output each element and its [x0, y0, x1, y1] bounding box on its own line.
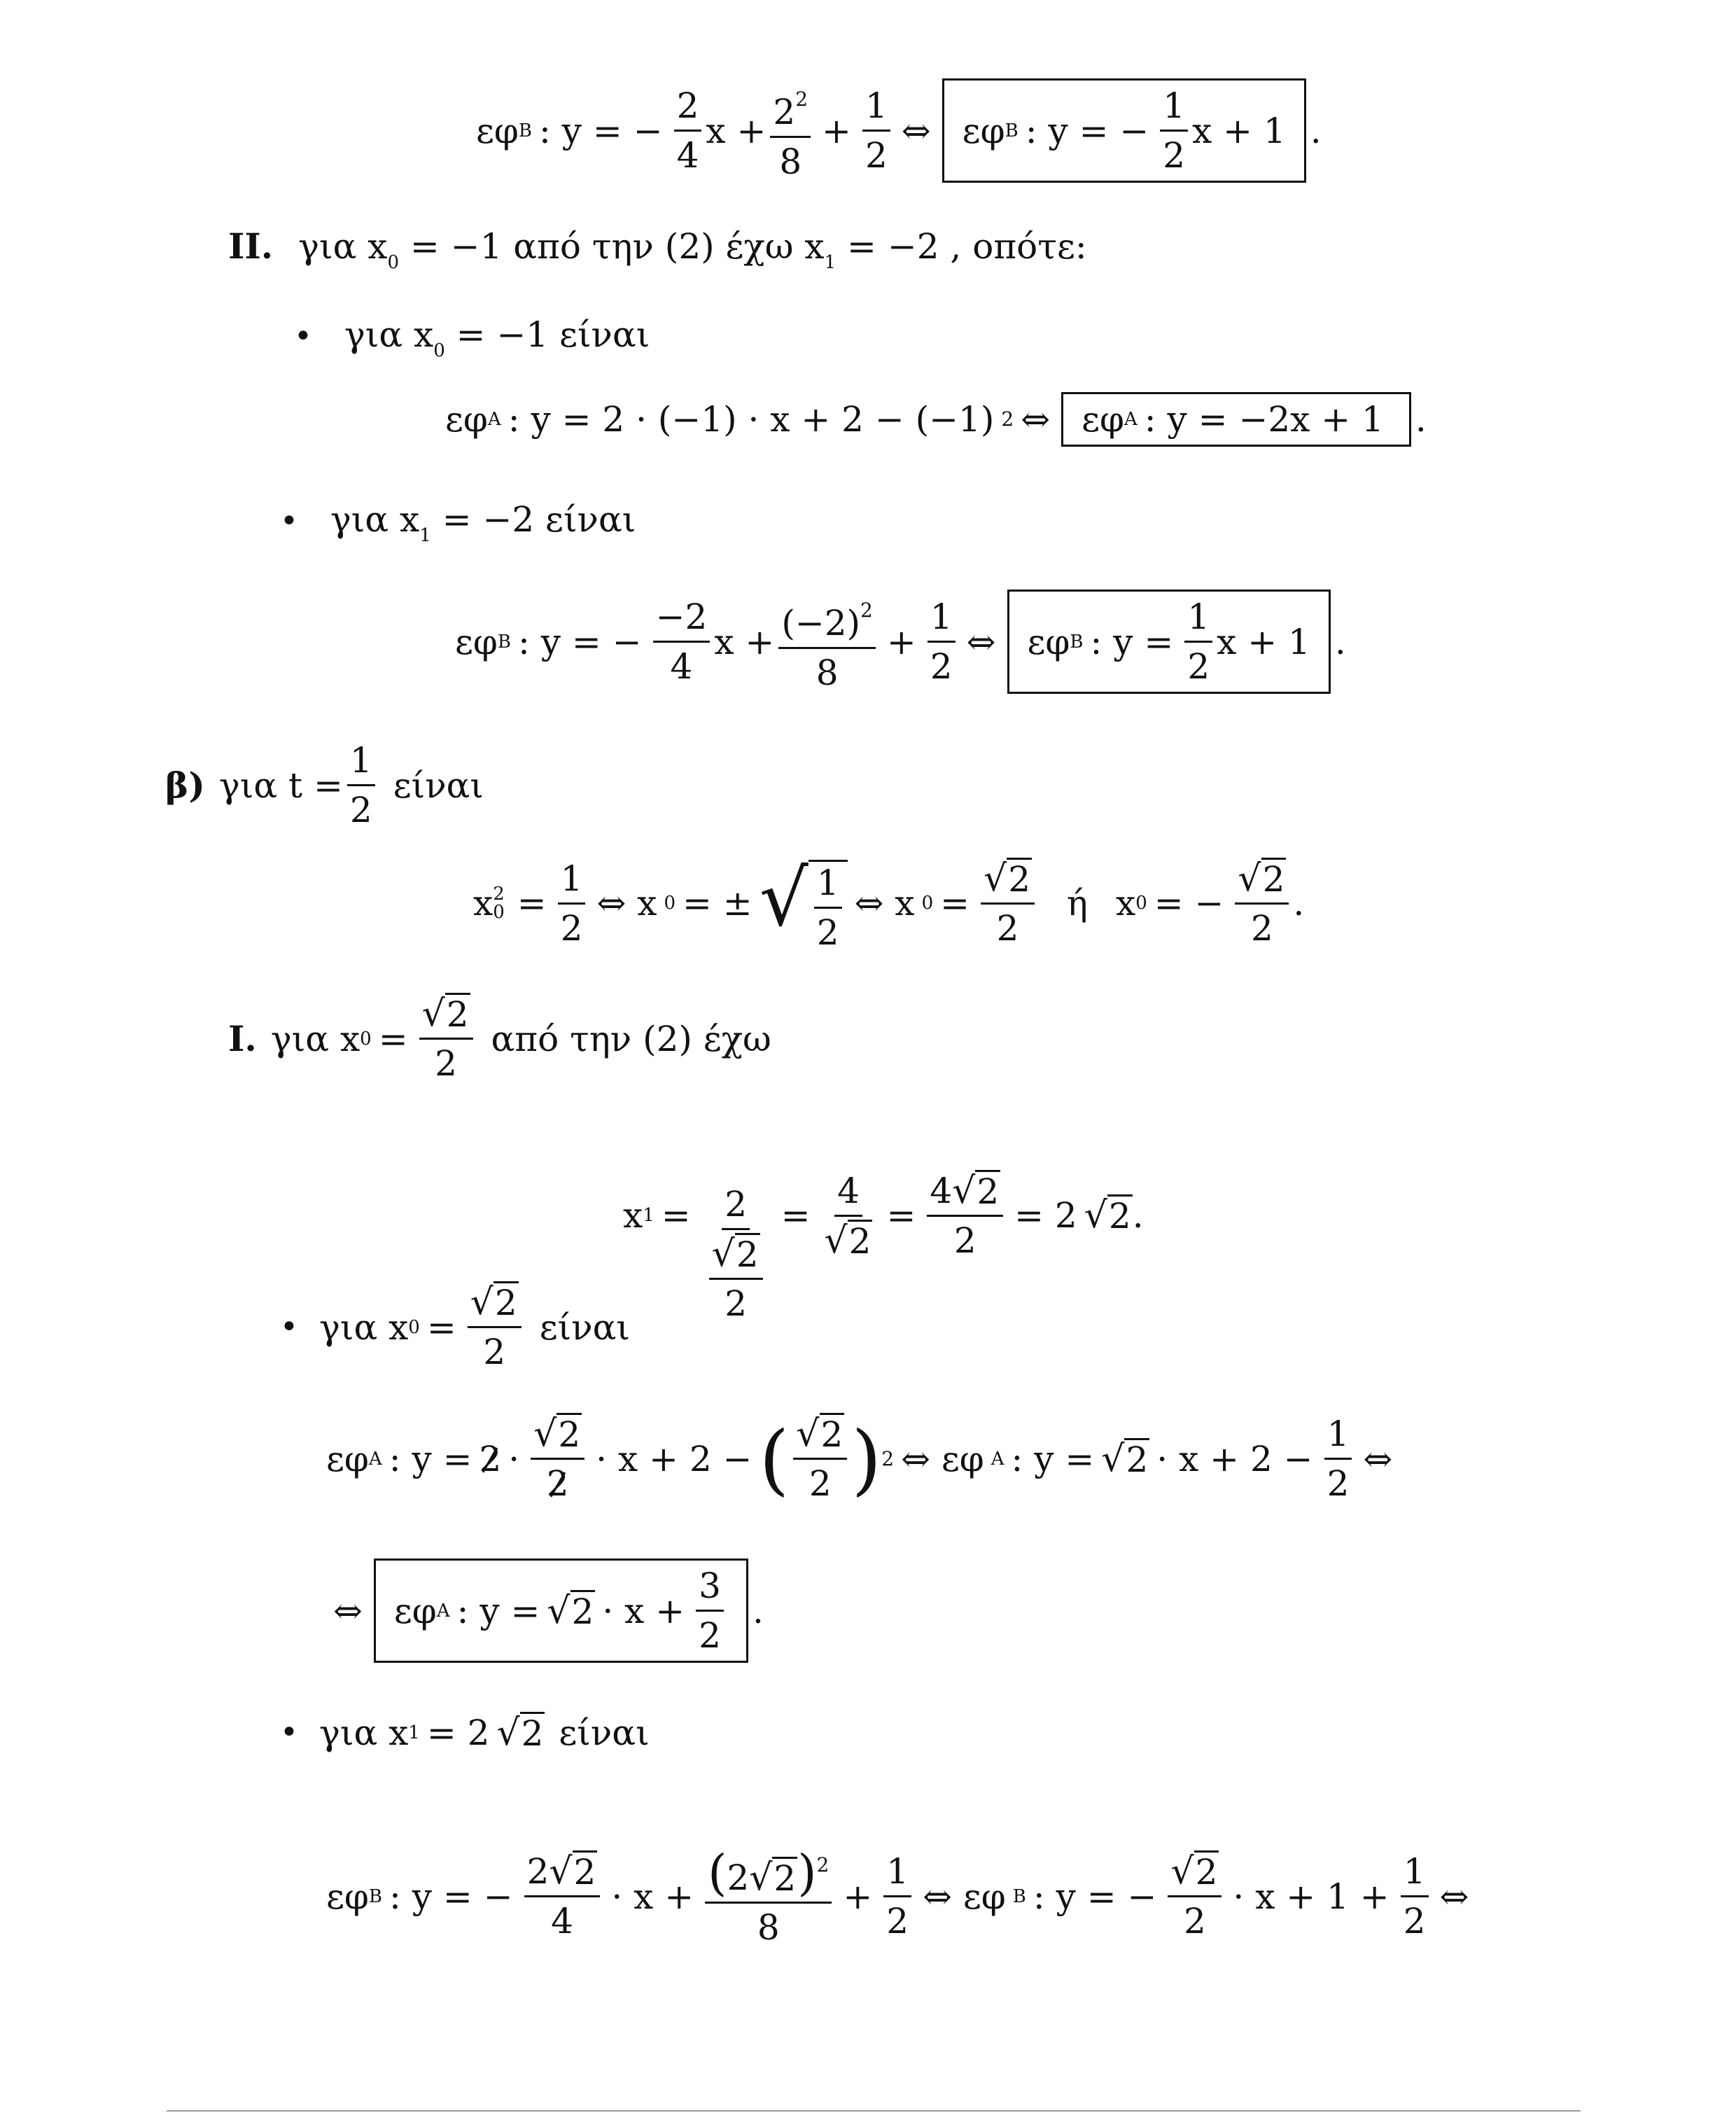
- subscript: A: [1124, 409, 1138, 430]
- text: =: [517, 883, 547, 923]
- text: : y =: [1090, 621, 1174, 662]
- radicand: 2: [1126, 1439, 1149, 1480]
- denominator: 2: [816, 912, 839, 953]
- text: 4: [930, 1170, 953, 1211]
- subscript: B: [1012, 1885, 1026, 1907]
- subscript: 0: [1135, 893, 1147, 914]
- subscript: 0: [387, 252, 399, 273]
- fraction: [770, 78, 811, 183]
- text: για x: [330, 499, 420, 540]
- superscript: 2: [1001, 407, 1014, 431]
- text: ⇔: [1439, 1876, 1469, 1917]
- text: ⇔ εφ: [901, 1438, 984, 1479]
- equation-tangent-B-line2: [455, 590, 1346, 694]
- text: .: [1334, 621, 1346, 662]
- denominator: [822, 1217, 876, 1262]
- boxed-result: [1007, 590, 1331, 694]
- subscript: B: [518, 120, 533, 141]
- cancelled-number: 2: [546, 1463, 569, 1504]
- equation-tangent-B-line4: [326, 1844, 1476, 1948]
- radical-sign: √: [983, 857, 1007, 900]
- text: · x + 2 −: [1156, 1438, 1313, 1479]
- subscript: A: [368, 1448, 382, 1470]
- numerator: [419, 993, 473, 1040]
- fraction: [778, 590, 876, 694]
- subscript: 0: [360, 1028, 372, 1049]
- fraction: [1168, 1850, 1222, 1942]
- square-root: [983, 858, 1032, 900]
- text: : y = −: [1025, 110, 1149, 151]
- numerator: 2: [722, 1183, 750, 1230]
- text: = −: [1154, 883, 1224, 923]
- right-paren: ): [851, 1414, 882, 1504]
- text: εφ: [455, 621, 498, 662]
- text: = −2 , οπότε:: [847, 226, 1087, 267]
- text: · x + 1 +: [1233, 1876, 1390, 1917]
- radical-sign: √: [1084, 1194, 1107, 1236]
- square-root: [749, 1857, 797, 1899]
- fraction: [862, 85, 890, 176]
- numerator: −2: [653, 596, 710, 643]
- radicand: 2: [976, 1171, 1000, 1212]
- radical-sign: √: [1238, 857, 1261, 900]
- denominator: 2: [1163, 135, 1186, 176]
- fraction: [814, 862, 842, 954]
- numerator: [531, 1413, 584, 1460]
- denominator: 2: [886, 1901, 909, 1941]
- subscript: A: [436, 1600, 450, 1622]
- text: x: [623, 1195, 643, 1236]
- footer-divider: [167, 2110, 1581, 2112]
- text: : y =: [388, 1438, 472, 1479]
- equation-tangent-A-line2: [445, 392, 1427, 447]
- bullet-x0-sqrt2-over-2: [280, 1281, 630, 1373]
- radical-sign: √: [549, 1850, 573, 1892]
- numerator: 1: [1401, 1850, 1429, 1897]
- superscript: 2: [816, 1853, 830, 1876]
- fraction: [696, 1565, 724, 1657]
- subscript: B: [1070, 631, 1084, 653]
- radical-sign: √: [749, 1857, 773, 1899]
- text: για t =: [218, 765, 343, 806]
- fraction: [347, 739, 375, 831]
- subscript: A: [990, 1448, 1004, 1470]
- fraction: [822, 1170, 876, 1262]
- section-label: β): [165, 764, 205, 806]
- text: x + 1: [1217, 621, 1310, 662]
- numerator: 1: [927, 596, 955, 643]
- denominator: 4: [670, 646, 693, 687]
- text: εφ: [1027, 621, 1070, 662]
- text: · x +: [602, 1590, 685, 1631]
- radicand: 2: [573, 1852, 596, 1892]
- radical-sign: √: [421, 993, 445, 1035]
- text: : y = −: [1032, 1876, 1157, 1917]
- text: για x: [344, 314, 434, 355]
- bullet-icon: •: [280, 503, 298, 539]
- fraction: [653, 596, 710, 688]
- fraction: [981, 858, 1035, 949]
- fraction: [558, 858, 586, 949]
- radical-sign: √: [496, 1712, 520, 1754]
- text: +: [843, 1876, 873, 1917]
- text: x +: [714, 621, 775, 662]
- subscript: 1: [643, 1205, 654, 1226]
- radicand: 2: [1195, 1852, 1218, 1892]
- radical-sign: √: [824, 1219, 848, 1262]
- section-II-heading: [228, 225, 1087, 284]
- text: είναι: [559, 1713, 650, 1753]
- denominator: 2: [724, 1283, 748, 1324]
- fraction: [702, 1183, 770, 1325]
- text: ⇔ x: [596, 883, 657, 923]
- numerator: [1168, 1850, 1222, 1897]
- text: ⇔ εφ: [923, 1876, 1006, 1917]
- square-root: [547, 1590, 595, 1632]
- denominator: 2: [1250, 907, 1273, 949]
- radicand: 2: [1008, 858, 1031, 900]
- text: =: [661, 1195, 691, 1236]
- text: = 2: [426, 1713, 490, 1753]
- denominator: 2: [864, 135, 888, 176]
- text: : y = −: [539, 110, 663, 151]
- base: (−2): [781, 603, 861, 643]
- radicand: 2: [521, 1713, 544, 1754]
- text: εφ: [326, 1438, 369, 1479]
- denominator: 2: [808, 1463, 832, 1504]
- text: για x: [318, 1713, 409, 1753]
- square-root: [1170, 1850, 1219, 1892]
- radicand: 2: [848, 1220, 872, 1262]
- text: .: [1132, 1195, 1144, 1236]
- superscript: 2: [493, 884, 505, 905]
- equation-tangent-A-line3: [326, 1413, 1399, 1505]
- fraction: [705, 1844, 832, 1948]
- equation-x1-value: [623, 1106, 1144, 1325]
- bullet-icon: •: [280, 1309, 298, 1345]
- radicand: 2: [736, 1234, 759, 1275]
- text: = 2: [1014, 1195, 1077, 1236]
- text: ⇔: [901, 110, 931, 151]
- bullet-icon: •: [294, 319, 312, 354]
- text: ⇔: [966, 621, 996, 662]
- denominator: 2: [1187, 646, 1210, 687]
- denominator: [544, 1460, 572, 1505]
- equation-tangent-A-result: [326, 1558, 764, 1663]
- square-root: [760, 853, 848, 954]
- square-root: [496, 1712, 545, 1754]
- text: .: [752, 1590, 764, 1631]
- radical-sign: √: [759, 853, 808, 943]
- denominator: 2: [435, 1043, 457, 1084]
- text: .: [1293, 883, 1305, 923]
- square-root: [825, 1220, 873, 1262]
- text: για x: [298, 226, 388, 267]
- text: +: [822, 110, 851, 151]
- text: από την (2) έχω: [491, 1018, 771, 1059]
- radicand: 2: [820, 1414, 844, 1455]
- fraction: [1401, 1850, 1429, 1942]
- denominator: 8: [816, 653, 839, 693]
- text: ⇔: [333, 1590, 363, 1631]
- denominator: 2: [1403, 1901, 1426, 1941]
- radicand: 2: [774, 1858, 797, 1899]
- text: είναι: [393, 765, 484, 806]
- text: : y = 2 · (−1) · x + 2 − (−1): [507, 399, 995, 440]
- numerator: 1: [883, 1850, 911, 1897]
- square-root: [712, 1233, 760, 1275]
- numerator: 1: [1184, 596, 1212, 643]
- radicand: 2: [558, 1414, 581, 1455]
- text: · x +: [611, 1876, 694, 1917]
- text: : y =: [1011, 1438, 1095, 1479]
- text: ή: [1067, 883, 1088, 923]
- numerator: 2: [674, 85, 702, 132]
- superscript: 2: [881, 1446, 895, 1470]
- text: : y = −2x + 1: [1144, 399, 1384, 440]
- numerator: [468, 1281, 522, 1328]
- denominator: 4: [676, 135, 699, 176]
- radical-sign: √: [952, 1169, 976, 1212]
- square-root: [796, 1413, 844, 1455]
- text: x: [473, 883, 493, 923]
- radical-sign: √: [711, 1233, 735, 1275]
- numerator: [705, 1844, 832, 1904]
- text: =: [940, 883, 970, 923]
- numerator: [981, 858, 1035, 905]
- numerator: 1: [558, 858, 586, 905]
- text: x + 1: [1192, 110, 1286, 151]
- numerator: [927, 1170, 1003, 1217]
- text-eph: εφ: [476, 110, 519, 151]
- fraction: [927, 596, 955, 688]
- denominator: 8: [757, 1907, 780, 1948]
- subscript: 1: [824, 252, 836, 273]
- numerator: [770, 78, 811, 138]
- text: = −1 είναι: [456, 314, 650, 355]
- boxed-result: [942, 78, 1306, 183]
- radical-sign: √: [1170, 1850, 1194, 1892]
- text: : y = −: [518, 621, 642, 662]
- numerator: 1: [1324, 1413, 1352, 1460]
- radicand: 2: [1262, 858, 1285, 900]
- text: εφ: [962, 110, 1005, 151]
- subscript: 1: [419, 525, 431, 546]
- text: = −2 είναι: [442, 499, 636, 540]
- text: για x: [270, 1018, 360, 1059]
- numerator: [778, 590, 876, 649]
- fraction: [709, 1233, 763, 1325]
- text: ⇔ x: [854, 883, 915, 923]
- left-paren: (: [708, 1844, 727, 1902]
- text: =: [886, 1195, 916, 1236]
- text: : y =: [456, 1590, 540, 1631]
- boxed-result: [1061, 392, 1411, 447]
- radical-sign: √: [470, 1281, 493, 1323]
- text: =: [378, 1018, 408, 1059]
- numerator: 4: [834, 1170, 862, 1217]
- subscript: 0: [433, 340, 445, 361]
- fraction: [1184, 596, 1212, 688]
- text: ·: [508, 1438, 520, 1479]
- numerator: 1: [814, 862, 842, 909]
- equation-x0-squared: [473, 853, 1304, 954]
- right-paren: ): [797, 1844, 817, 1902]
- square-root: [533, 1413, 582, 1455]
- denominator: 2: [560, 907, 583, 949]
- superscript: 2: [795, 88, 808, 111]
- cancelled-number: 2: [479, 1438, 502, 1479]
- denominator: 4: [551, 1901, 573, 1941]
- numerator: [1235, 858, 1289, 905]
- bullet-x0-minus1: [294, 314, 650, 372]
- denominator: 2: [349, 790, 372, 830]
- fraction: [419, 993, 473, 1085]
- text: εφ: [326, 1876, 369, 1917]
- denominator: 8: [779, 141, 802, 182]
- square-root: [1238, 858, 1286, 900]
- subscript: A: [487, 409, 501, 430]
- subscript: 1: [408, 1722, 420, 1743]
- boxed-result: [374, 1558, 748, 1663]
- text: .: [1310, 110, 1322, 151]
- superscript: 2: [860, 599, 873, 622]
- numerator: [524, 1850, 601, 1897]
- square-root: [470, 1281, 519, 1323]
- denominator: 2: [483, 1332, 506, 1372]
- fraction: [883, 1850, 911, 1942]
- text: x: [1115, 883, 1136, 923]
- equation-tangent-B-line1: [476, 78, 1322, 183]
- bullet-x1-minus2: [280, 498, 636, 557]
- radicand: 2: [571, 1591, 594, 1632]
- text: ⇔: [1363, 1438, 1393, 1479]
- subscript: 0: [664, 893, 676, 914]
- section-label: II.: [228, 225, 274, 267]
- radical-sign: √: [1101, 1437, 1125, 1480]
- text: για x: [318, 1306, 409, 1348]
- denominator: 2: [1326, 1463, 1350, 1504]
- square-root: [952, 1170, 1000, 1212]
- fraction: [674, 85, 702, 176]
- left-paren: (: [759, 1414, 790, 1504]
- text: +: [886, 621, 916, 662]
- denominator: 2: [996, 907, 1019, 949]
- fraction: [927, 1170, 1003, 1262]
- fraction: [524, 1850, 601, 1942]
- text: =: [426, 1306, 456, 1348]
- fraction: [531, 1413, 584, 1505]
- subscript: 0: [493, 902, 505, 923]
- numerator: 1: [1160, 85, 1188, 132]
- subscript: B: [1004, 120, 1018, 141]
- section-I-heading: [228, 993, 771, 1085]
- part-beta-heading: [165, 739, 484, 831]
- numerator: 1: [862, 85, 890, 132]
- text: είναι: [539, 1306, 630, 1348]
- radicand: 2: [446, 994, 469, 1035]
- denominator: 2: [953, 1220, 976, 1261]
- text: · x + 2 −: [596, 1438, 752, 1479]
- text: = ±: [682, 883, 752, 923]
- bullet-x1-2sqrt2: [280, 1710, 650, 1754]
- square-root: [1101, 1438, 1149, 1480]
- radical-sign: √: [796, 1413, 820, 1455]
- text: =: [780, 1195, 811, 1236]
- denominator: 2: [699, 1615, 721, 1656]
- base: 2: [773, 92, 796, 132]
- radical-sign: √: [533, 1413, 557, 1455]
- numerator: 3: [696, 1565, 724, 1612]
- text: 2: [526, 1851, 550, 1892]
- square-root: [1084, 1194, 1133, 1236]
- denominator: [702, 1230, 770, 1325]
- radicand: 2: [494, 1283, 517, 1323]
- subscript: 0: [921, 893, 934, 914]
- numerator: 1: [347, 739, 375, 786]
- numerator: [793, 1413, 847, 1460]
- text: εφ: [445, 399, 488, 440]
- text: .: [1415, 399, 1427, 440]
- text: 2: [727, 1857, 750, 1898]
- fraction: [1324, 1413, 1352, 1505]
- denominator: 2: [1184, 1901, 1206, 1941]
- text: εφ: [1082, 399, 1125, 440]
- square-root: [549, 1850, 597, 1892]
- text: x +: [706, 110, 766, 151]
- denominator: 2: [930, 646, 953, 687]
- numerator: [709, 1233, 763, 1280]
- fraction: [468, 1281, 522, 1373]
- fraction: [1160, 85, 1188, 176]
- radicand: 2: [1108, 1196, 1131, 1236]
- section-label: I.: [228, 1017, 257, 1059]
- bullet-icon: •: [280, 1715, 298, 1750]
- subscript: B: [368, 1885, 383, 1907]
- fraction: [793, 1413, 847, 1505]
- text: εφ: [393, 1590, 437, 1631]
- subscript: 0: [408, 1316, 420, 1338]
- text: = −1 από την (2) έχω x: [410, 226, 825, 267]
- radicand: [808, 860, 848, 954]
- subscript: B: [497, 631, 512, 653]
- text: ⇔: [1021, 399, 1051, 440]
- radical-sign: √: [547, 1589, 570, 1632]
- fraction: [1235, 858, 1289, 949]
- square-root: [422, 993, 470, 1035]
- text: : y = −: [389, 1876, 513, 1917]
